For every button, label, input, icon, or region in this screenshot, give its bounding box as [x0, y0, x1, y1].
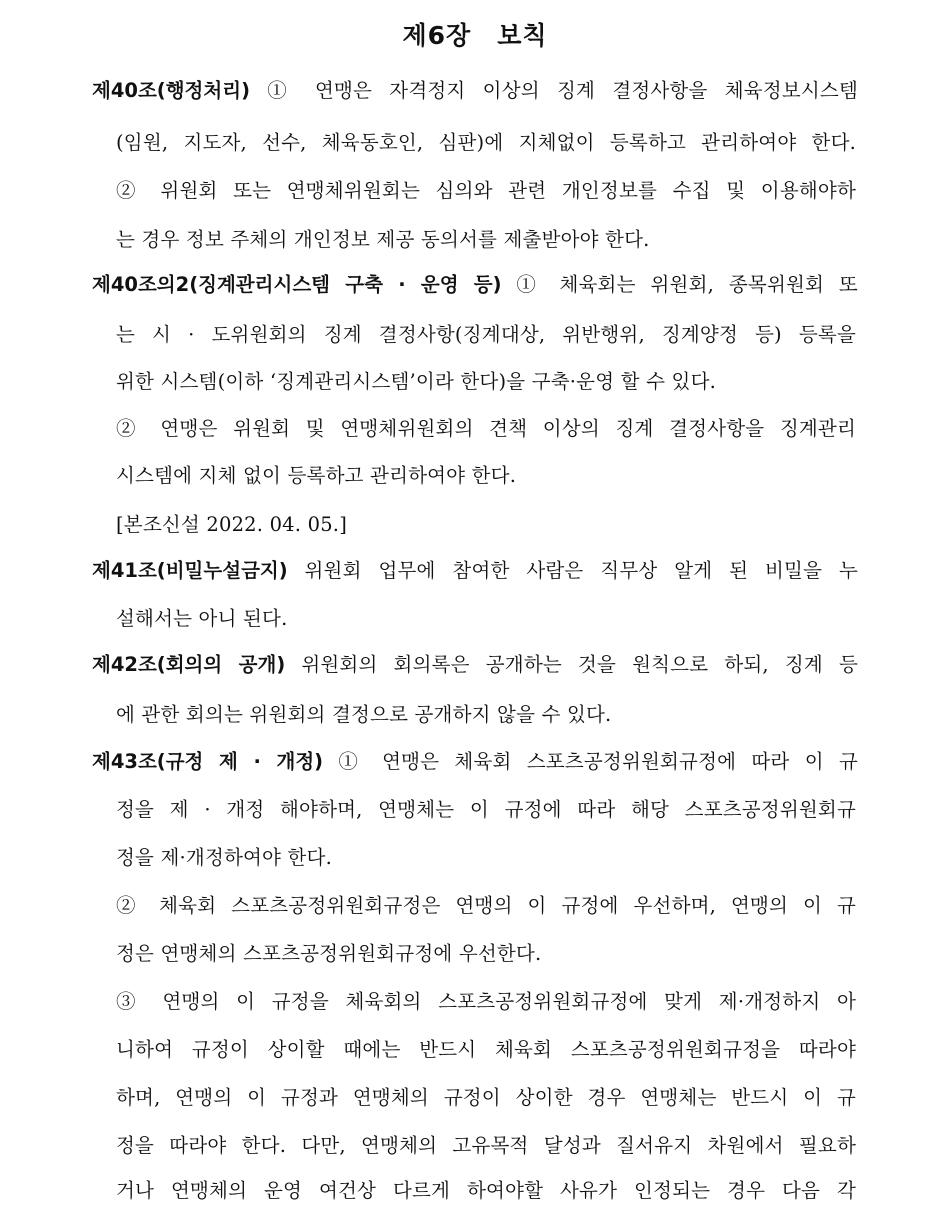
article-43-line-2: 정을 제 · 개정 해야하며, 연맹체는 이 규정에 따라 해당 스포츠공정위원회규 — [116, 798, 856, 821]
article-43-line-7: 니하여 규정이 상이할 때에는 반드시 체육회 스포츠공정위원회규정을 따라야 — [116, 1038, 856, 1061]
article-40-2-heading: 제40조의2(징계관리시스템 구축 · 운영 등) — [92, 273, 502, 296]
chapter-number: 제6장 — [402, 21, 472, 50]
article-41-line-1 — [92, 556, 858, 586]
article-43-line-8: 하며, 연맹의 이 규정과 연맹체의 규정이 상이한 경우 연맹체는 반드시 이 규 — [116, 1086, 856, 1109]
article-41-line-2: 설해서는 아니 된다. — [116, 607, 288, 630]
chapter-title: 보칙 — [497, 21, 548, 50]
article-42-line-2: 에 관한 회의는 위원회의 결정으로 공개하지 않을 수 있다. — [116, 703, 612, 726]
article-43-line-5: 정은 연맹체의 스포츠공정위원회규정에 우선한다. — [116, 942, 542, 965]
article-43-heading: 제43조(규정 제 · 개정) — [92, 750, 324, 773]
chapter-heading — [0, 16, 950, 52]
article-43-line-3: 정을 제·개정하여야 한다. — [116, 846, 332, 869]
article-41-heading: 제41조(비밀누설금지) — [92, 559, 288, 582]
article-43-line-1 — [92, 747, 858, 777]
article-40-2-line-4: ② 연맹은 위원회 및 연맹체위원회의 견책 이상의 징계 결정사항을 징계관리 — [116, 417, 856, 440]
article-43-line-4: ② 체육회 스포츠공정위원회규정은 연맹의 이 규정에 우선하며, 연맹의 이 규 — [116, 894, 856, 917]
article-40-2-text: ① 체육회는 위원회, 종목위원회 또 — [516, 273, 858, 296]
article-42-heading: 제42조(회의의 공개) — [92, 653, 286, 676]
article-40-2-line-5: 시스템에 지체 없이 등록하고 관리하여야 한다. — [116, 464, 517, 487]
article-40-line-2: (임원, 지도자, 선수, 체육동호인, 심판)에 지체없이 등록하고 관리하여야 한다. — [116, 131, 856, 154]
article-40-2-line-2: 는 시 · 도위원회의 징계 결정사항(징계대상, 위반행위, 징계양정 등) 등록을 — [116, 323, 856, 346]
article-40-2-line-3: 위한 시스템(이하 ‘징계관리시스템’이라 한다)을 구축·운영 할 수 있다. — [116, 370, 716, 393]
article-40-2-line-1 — [92, 270, 858, 300]
article-40-line-4: 는 경우 정보 주체의 개인정보 제공 동의서를 제출받아야 한다. — [116, 228, 650, 251]
amendment-note: [본조신설 2022. 04. 05.] — [116, 513, 348, 536]
article-40-text: ① 연맹은 자격정지 이상의 징계 결정사항을 체육정보시스템 — [267, 79, 858, 102]
article-40-heading: 제40조(행정처리) — [92, 79, 250, 102]
article-40-line-3: ② 위원회 또는 연맹체위원회는 심의와 관련 개인정보를 수집 및 이용해야하 — [116, 179, 856, 202]
article-43-line-10: 거나 연맹체의 운영 여건상 다르게 하여야할 사유가 인정되는 경우 다음 각 — [116, 1179, 856, 1202]
article-43-line-9: 정을 따라야 한다. 다만, 연맹체의 고유목적 달성과 질서유지 차원에서 필요하 — [116, 1134, 856, 1157]
article-43-text: ① 연맹은 체육회 스포츠공정위원회규정에 따라 이 규 — [338, 750, 858, 773]
article-41-text: 위원회 업무에 참여한 사람은 직무상 알게 된 비밀을 누 — [304, 559, 858, 582]
article-42-text: 위원회의 회의록은 공개하는 것을 원칙으로 하되, 징계 등 — [301, 653, 859, 676]
article-40-line-1 — [92, 76, 858, 106]
article-43-line-6: ③ 연맹의 이 규정을 체육회의 스포츠공정위원회규정에 맞게 제·개정하지 아 — [116, 990, 856, 1013]
article-42-line-1 — [92, 650, 858, 680]
